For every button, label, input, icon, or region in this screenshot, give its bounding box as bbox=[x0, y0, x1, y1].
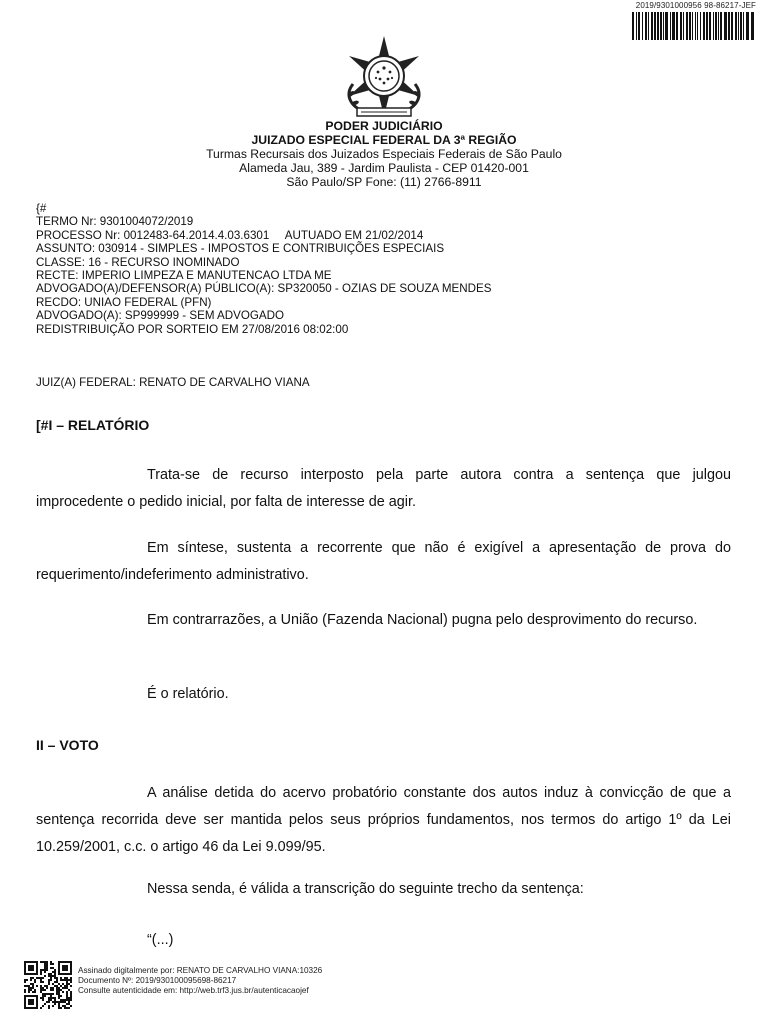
paragraph bbox=[36, 535, 731, 589]
paragraph-text: A análise detida do acervo probatório constante dos autos induz à convicção de que a sentença recorrida deve ser mantida pelos seus próprios fundamentos, nos termos do artigo 1º da Lei 10.259/2001, c.c. o artigo 46 da Lei 9.099/95. bbox=[36, 785, 731, 855]
qr-code-icon[interactable] bbox=[24, 961, 72, 1009]
paragraph bbox=[36, 607, 731, 634]
meta-line: CLASSE: 16 - RECURSO INOMINADO bbox=[36, 255, 240, 269]
paragraph-text: É o relatório. bbox=[147, 686, 229, 702]
document-id: 2019/9301000956 98-86217-JEF bbox=[635, 1, 756, 10]
paragraph-text: Em síntese, sustenta a recorrente que não é exigível a apresentação de prova do requerimento/indeferimento administrativo. bbox=[36, 540, 731, 583]
meta-line: ASSUNTO: 030914 - SIMPLES - IMPOSTOS E CONTRIBUIÇÕES ESPECIAIS bbox=[36, 242, 445, 256]
paragraph-text: “(...) bbox=[147, 932, 174, 948]
court-division: JUIZADO ESPECIAL FEDERAL DA 3ª REGIÃO bbox=[251, 133, 517, 147]
court-unit: Turmas Recursais dos Juizados Especiais Federais de São Paulo bbox=[206, 147, 562, 161]
meta-line: RECDO: UNIAO FEDERAL (PFN) bbox=[36, 295, 212, 309]
court-name: PODER JUDICIÁRIO bbox=[325, 119, 443, 133]
meta-line: PROCESSO Nr: 0012483-64.2014.4.03.6301 AUTUADO EM 21/02/2014 bbox=[36, 228, 424, 242]
process-info bbox=[36, 202, 491, 336]
meta-line: ADVOGADO(A)/DEFENSOR(A) PÚBLICO(A): SP320050 - OZIAS DE SOUZA MENDES bbox=[36, 282, 492, 296]
meta-line: ADVOGADO(A): SP999999 - SEM ADVOGADO bbox=[36, 309, 285, 323]
signed-by: Assinado digitalmente por: RENATO DE CARVALHO VIANA:10326 bbox=[78, 966, 323, 975]
paragraph-text: Em contrarrazões, a União (Fazenda Nacional) pugna pelo desprovimento do recurso. bbox=[147, 612, 698, 628]
meta-line: TERMO Nr: 9301004072/2019 bbox=[36, 215, 194, 229]
meta-line: {# bbox=[36, 202, 47, 215]
section-heading-voto: II – VOTO bbox=[36, 737, 99, 753]
paragraph bbox=[36, 780, 731, 861]
brasil-coat-of-arms-icon bbox=[335, 34, 433, 120]
paragraph bbox=[36, 681, 731, 708]
court-address: Alameda Jau, 389 - Jardim Paulista - CEP 01420-001 bbox=[239, 161, 529, 175]
authenticity-link[interactable]: Consulte autenticidade em: http://web.trf3.jus.br/autenticacaojef bbox=[78, 986, 309, 996]
paragraph bbox=[36, 876, 731, 903]
judge-name: JUIZ(A) FEDERAL: RENATO DE CARVALHO VIANA bbox=[36, 376, 310, 389]
paragraph-text: Trata-se de recurso interposto pela parte autora contra a sentença que julgou improcedente o pedido inicial, por falta de interesse de agir. bbox=[36, 467, 731, 510]
meta-line: RECTE: IMPERIO LIMPEZA E MANUTENCAO LTDA ME bbox=[36, 269, 332, 283]
paragraph bbox=[36, 927, 731, 954]
barcode-icon bbox=[632, 12, 756, 40]
paragraph-text: Nessa senda, é válida a transcrição do seguinte trecho da sentença: bbox=[147, 881, 584, 897]
paragraph bbox=[36, 462, 731, 516]
meta-line: REDISTRIBUIÇÃO POR SORTEIO EM 27/08/2016 08:02:00 bbox=[36, 322, 349, 336]
court-phone: São Paulo/SP Fone: (11) 2766-8911 bbox=[286, 175, 482, 189]
section-heading-relatorio: [#I – RELATÓRIO bbox=[36, 417, 150, 433]
document-number: Documento Nº: 2019/930100095698-86217 bbox=[78, 976, 237, 986]
signature-footer bbox=[78, 966, 322, 997]
